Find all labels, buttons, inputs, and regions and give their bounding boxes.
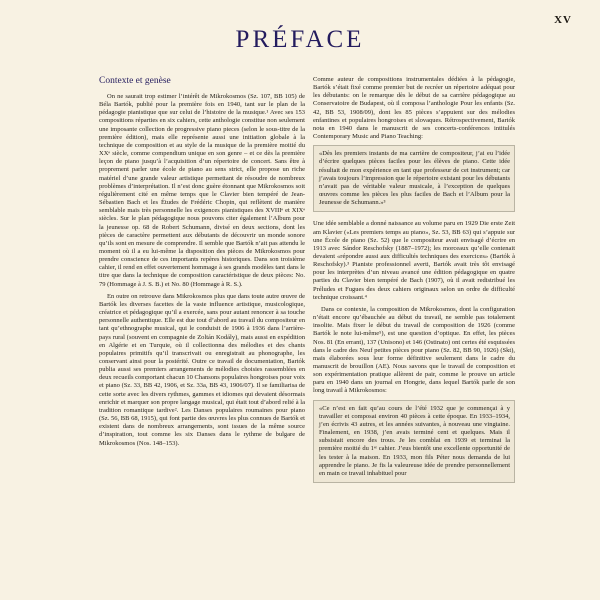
section-heading: Contexte et genèse xyxy=(99,76,171,86)
paragraph: Une idée semblable a donné naissance au volume paru en 1929 Die erste Zeit am Klavier («Les premiers temps au piano», Sz. 53, BB 63) qui s’appuie sur une École de piano (Sz. 52) que le compositeur avait envisagé d’écrire en 1913 avec Sándor Reschofsky (1887–1972); les morceaux qu’elle contenait devaient «répondre aussi aux difficultés techniques des exercices» (Bartók à Reschofsky).³ Pianiste professionnel averti, Bartók avait très tôt envisagé pour les interprètes d’un niveau avancé une édition pédagogique en quatre parties du Clavier bien tempéré de Bach (1907), où il avait redistribué les Préludes et Fugues des deux cahiers originaux selon un ordre de difficulté technique croissant.⁴ xyxy=(313,220,515,301)
quote-box xyxy=(313,145,515,212)
quote-text: «Dès les premiers instants de ma carrière de compositeur, j’ai eu l’idée d’écrire quelques pièces faciles pour les élèves de piano. Cette idée résultait de mon expérience en tant que professeur de cet instrument; car j’avais toujours l’impression que le répertoire existant pour les débutants n’avait pas de véritable valeur musicale, à l’exception de quelques œuvres comme les pièces les plus faciles de Bach et l’Album pour la Jeunesse de Schumann.»³ xyxy=(319,150,510,207)
paragraph: Comme auteur de compositions instrumentales dédiées à la pédagogie, Bartók s’était fixé comme premier but de recréer un répertoire adéquat pour les débutants: on le remarque dès le début de sa carrière pédagogique au Conservatoire de Budapest, où il composa l’anthologie Pour les enfants (Sz. 42, BB 53, 1908/09), dont les 85 pièces s’appuient sur des mélodies enfantines et populaires hongroises et slovaques. Rétrospectivement, Bartók nota en 1940 dans le manuscrit de ses concerts-conférences intitulés Contemporary Music and Piano Teaching: xyxy=(313,76,515,141)
left-column xyxy=(99,76,305,596)
paragraph: Dans ce contexte, la composition de Mikrokosmos, dont la configuration n’était encore qu’ébauchée au début du travail, ne semble pas totalement insolite. Mais fixer le début du travail de composition de 1926 (comme Bartók le note lui-même⁵), est une question d’optique. En effet, les pièces Nos. 81 (En errant), 137 (Unisono) et 146 (Ostinato) ont certes été esquissées dans le cadre des Neuf petites pièces pour piano (Sz. 82, BB 90, 1926) (Skt), mais élaborées sous leur forme définitive seulement dans le cadre du manuscrit de brouillon (AE). Nous savons que le travail de composition et son expérimentation pratique allèrent de pair, comme le prouve un article paru en 1940 dans un journal en Hongrie, dans lequel Bartók parle de son long travail à Mikrokosmos: xyxy=(313,305,515,395)
quote-box xyxy=(313,400,515,483)
right-column xyxy=(313,76,515,596)
page-number: XV xyxy=(554,14,572,26)
paragraph: En outre on retrouve dans Mikrokosmos plus que dans toute autre œuvre de Bartók les diverses facettes de la vaste influence artistique, musicologique, créatrice et pédagogique qu’il a exercée, sans pour autant renoncer à sa touche personnelle authentique. Elle est due tout d’abord au travail du compositeur en tant qu’ethnographe musical, qui le conduisit de 1906 à 1936 dans l’arrière-pays rural (souvent en compagnie de Zoltán Kodály), mais aussi en expédition en Algérie et en Turquie, où il collectionna des mélodies et des chants populaires primitifs qu’il transcrivait ou enregistrait au phonographe, les conservant ainsi pour la postérité. Outre ce travail de documentation, Bartók publia aussi ses premiers arrangements de mélodies choisies rassemblées en deux recueils comportant chacun 10 Chansons populaires hongroises pour voix et piano (Sz. 33, BB 42, 1906, et Sz. 33a, BB 43, 1906/07). Il se familiarisa de cette sorte avec les divers rythmes, gammes et idiomes qui devaient désormais enrichir et marquer son propre langage musical, qui était tout d’abord relié à la tradition romantique tardive². Les Danses populaires roumaines pour piano (Sz. 56, BB 68, 1915), qui font partie des œuvres les plus connues de Bartók et existent dans de nombreux arrangements, sont issues de la même source d’inspiration, tout comme les six Danses dans le rythme de bulgare de Mikrokosmos (Nos. 148–153). xyxy=(99,292,305,447)
paragraph: On ne saurait trop estimer l’intérêt de Mikrokosmos (Sz. 107, BB 105) de Béla Bartók, publié pour la première fois en 1940, tant sur le plan de la pédagogie pianistique que sur celui de l’histoire de la musique.¹ Avec ses 153 compositions réparties en six cahiers, cette anthologie constitue non seulement une imposante collection de progressive piano pieces (selon le sous-titre de la première édition), mais elle représente aussi une initiation globale à la technique de composition et au style de la musique de la première moitié du XXᵉ siècle, comme compendium unique en son genre – et ce dès la première leçon de piano jusqu’à l’acquisition d’un répertoire de concert. Sans être à proprement parler une école de piano au sens strict, elle propose un riche matériel d’une grande valeur artistique permettant de résoudre de nombreux problèmes d’interprétation. Il n’est donc guère étonnant que Mikrokosmos soit régulièrement cité en même temps que le Clavier bien tempéré de Jean-Sébastien Bach et les Études de Frédéric Chopin, qui reflètent de manière semblable mais très personnelle les exigences pianistiques des XVIIIᵉ et XIXᵉ siècles. Sur le plan pédagogique nous pouvons citer également l’Album pour la jeunesse op. 68 de Robert Schumann, divisé en deux sections, dont les pièces de caractère permettent aux débutants de découvrir un monde sonore qu’ils sont en mesure de comprendre. Il semble que Bartók n’ait pas attendu le moment où il a eu lui-même la disposition des pièces de Mikrokosmos pour prendre conscience de ces importants repères historiques. Dans son troisième cahier, il rend en effet ouvertement hommage à ses grands modèles tant dans le titre que dans la technique de composition caractéristique de deux pièces: No. 79 (Hommage à J. S. B.) et No. 80 (Hommage à R. S.). xyxy=(99,93,305,288)
page-title: PRÉFACE xyxy=(235,26,365,53)
quote-text: «Ce n’est en fait qu’au cours de l’été 1932 que je commençai à y travailler et composai environ 40 pièces à cette époque. En 1933–1934, j’en écrivis 43 autres, et les années suivantes, à nouveau une vingtaine. Finalement, en 1938, j’en avais terminé cent et quelques. Mais il subsistait encore des trous. Je les comblai en 1939 et terminai la première moitié du 1ᵉʳ cahier. J’eus bientôt une excellente opportunité de les tester à la maison. En 1933, mon fils Péter nous demanda de lui apprendre le piano. Je fis la valeureuse idée de prendre personnellement en main ce travail inhabituel pour xyxy=(319,404,510,477)
